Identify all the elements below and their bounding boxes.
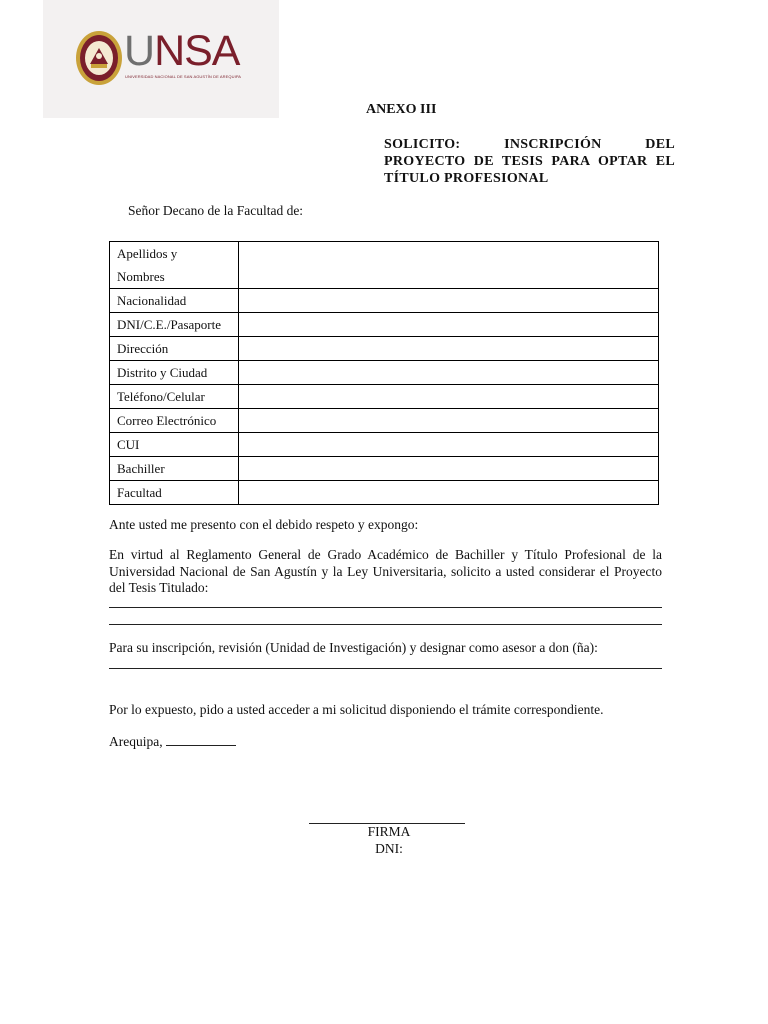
thesis-title-line[interactable] [109,607,662,608]
signature-label: FIRMA [367,824,411,839]
field-label: Bachiller [110,457,239,481]
nationality-field[interactable] [239,289,659,313]
field-label: Distrito y Ciudad [110,361,239,385]
table-row [110,481,659,505]
field-label: Correo Electrónico [110,409,239,433]
names-field[interactable] [239,242,659,289]
university-name: UNIVERSIDAD NACIONAL DE SAN AGUSTÍN DE AREQUIPA [125,74,242,79]
table-row [110,313,659,337]
table-row [110,385,659,409]
table-row [110,289,659,313]
field-label: DNI/C.E./Pasaporte [110,313,239,337]
cui-field[interactable] [239,433,659,457]
table-row [110,337,659,361]
table-row [110,242,659,289]
annex-title: ANEXO III [366,102,437,117]
table-row [110,433,659,457]
university-wordmark: UNSA [124,27,240,75]
field-label: Dirección [110,337,239,361]
applicant-data-table [109,241,659,505]
request-subject: SOLICITO: INSCRIPCIÓN DEL PROYECTO DE TESIS PARA OPTAR EL TÍTULO PROFESIONAL [384,137,675,186]
email-field[interactable] [239,409,659,433]
place-label: Arequipa, [109,734,163,749]
field-label: CUI [110,433,239,457]
district-city-field[interactable] [239,361,659,385]
body-text: En virtud al Reglamento General de Grado Académico de Bachiller y Título Profesional de la Universidad Nacional de San Agustín y la Ley Universitaria, solicito a usted considerar el Proyecto del Tesis Titulado: [109,547,662,595]
intro-text: Ante usted me presento con el debido respeto y expongo: [109,517,419,532]
closing-text: Por lo expuesto, pido a usted acceder a mi solicitud disponiendo el trámite correspondiente. [109,702,604,717]
table-row [110,361,659,385]
field-label: Facultad [110,481,239,505]
date-blank-line[interactable] [166,733,236,746]
table-row [110,457,659,481]
salutation: Señor Decano de la Facultad de: [128,203,304,218]
thesis-title-line[interactable] [109,624,662,625]
place-date [109,733,662,751]
table-row [110,409,659,433]
university-seal-icon [75,30,123,86]
bachelor-field[interactable] [239,457,659,481]
dni-label: DNI: [375,841,403,856]
advisor-name-line[interactable] [109,668,662,669]
faculty-field[interactable] [239,481,659,505]
field-label: Nacionalidad [110,289,239,313]
address-field[interactable] [239,337,659,361]
id-document-field[interactable] [239,313,659,337]
phone-field[interactable] [239,385,659,409]
field-label: Teléfono/Celular [110,385,239,409]
registration-text: Para su inscripción, revisión (Unidad de Investigación) y designar como asesor a don (ña): [109,640,598,655]
field-label: Apellidos y Nombres [110,242,239,289]
